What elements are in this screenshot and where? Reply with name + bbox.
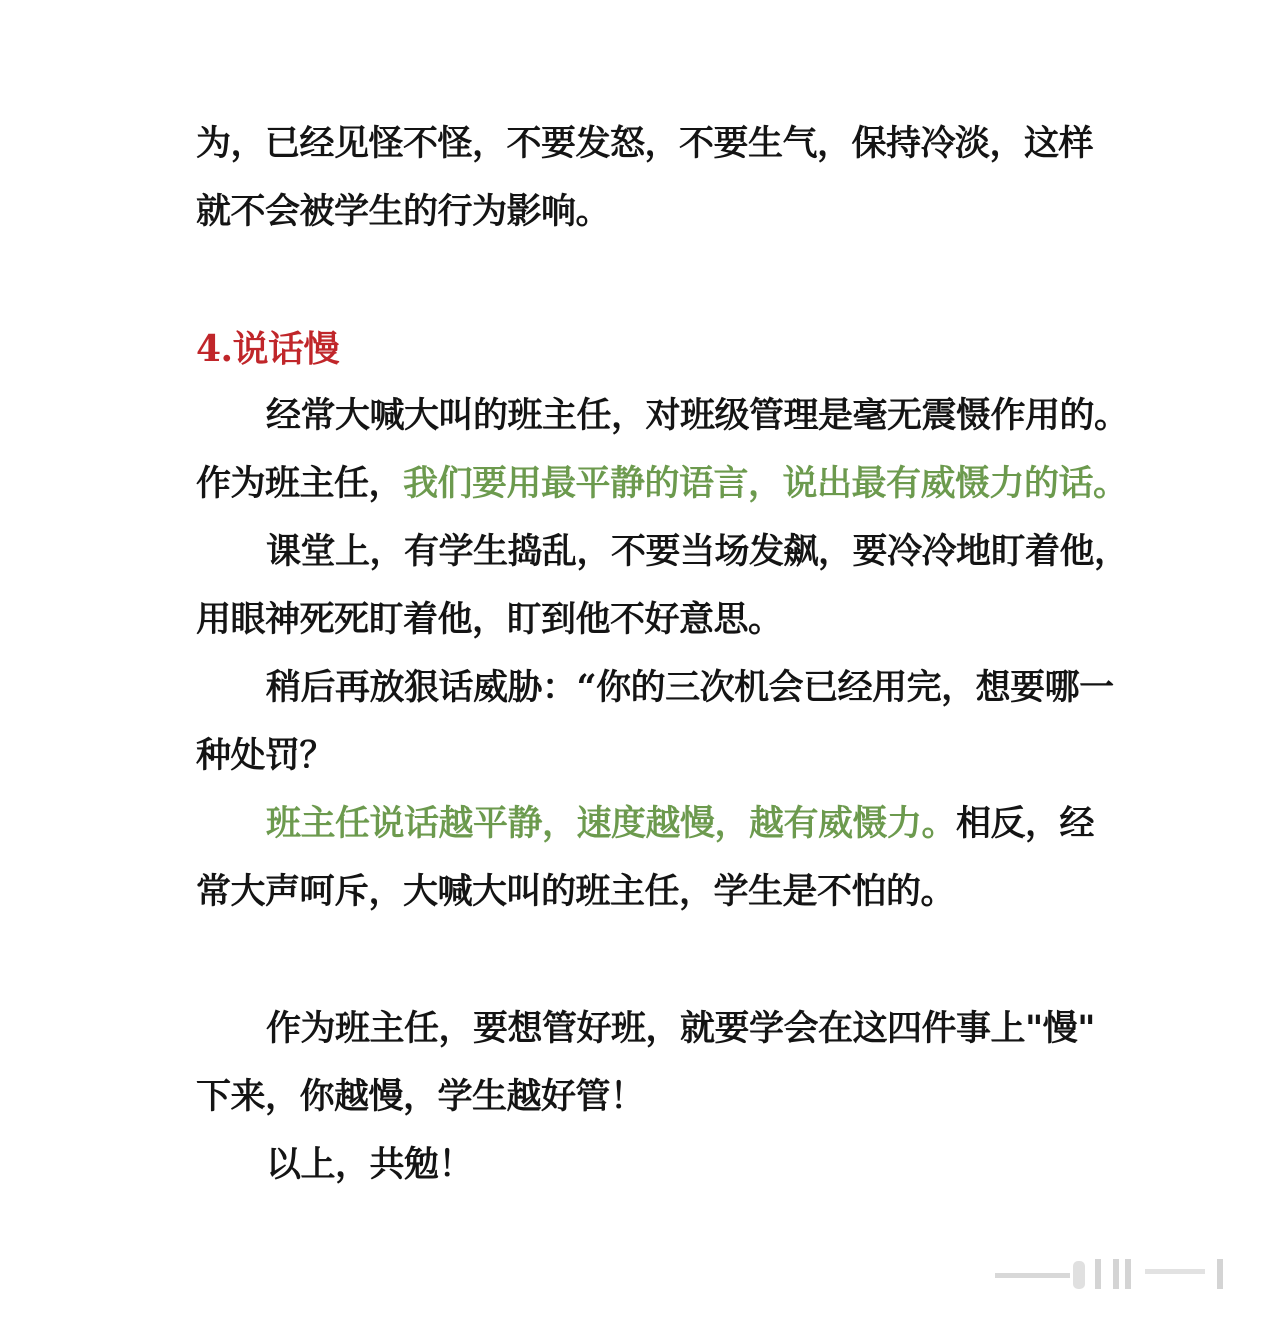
p4-highlight: 班主任说话越平静，速度越慢，越有威慑力。 xyxy=(266,803,957,844)
intro-line-2: 就不会被学生的行为影响。 xyxy=(196,191,611,232)
watermark-icon xyxy=(995,1255,1230,1295)
p4-line-2: 常大声呵斥，大喊大叫的班主任，学生是不怕的。 xyxy=(196,871,956,912)
conclusion-line-1: 作为班主任，要想管好班，就要学会在这四件事上"慢" xyxy=(266,1008,1095,1049)
p3-line-1: 稍后再放狠话威胁：“你的三次机会已经用完，想要哪一 xyxy=(266,667,1114,708)
section-body xyxy=(196,382,1129,926)
intro-paragraph xyxy=(196,110,1116,246)
p1-line-1: 经常大喊大叫的班主任，对班级管理是毫无震慑作用的。 xyxy=(266,395,1129,436)
p1-line-2-plain: 作为班主任， xyxy=(196,463,404,504)
p1-highlight: 我们要用最平静的语言，说出最有威慑力的话。 xyxy=(403,463,1128,504)
conclusion xyxy=(196,995,1116,1199)
p4-line-1-plain: 相反，经 xyxy=(956,803,1095,844)
p3-line-2: 种处罚？ xyxy=(196,735,335,776)
conclusion-line-3: 以上，共勉！ xyxy=(266,1144,474,1185)
intro-line-1: 为，已经见怪不怪，不要发怒，不要生气，保持冷淡，这样 xyxy=(196,123,1094,164)
section-heading: 4.说话慢 xyxy=(196,328,340,370)
conclusion-line-2: 下来，你越慢，学生越好管！ xyxy=(196,1076,645,1117)
p2-line-1: 课堂上，有学生捣乱，不要当场发飙，要冷冷地盯着他， xyxy=(266,531,1129,572)
p2-line-2: 用眼神死死盯着他，盯到他不好意思。 xyxy=(196,599,783,640)
p1-line-2 xyxy=(196,450,1128,518)
p4-line-1 xyxy=(196,790,1116,858)
